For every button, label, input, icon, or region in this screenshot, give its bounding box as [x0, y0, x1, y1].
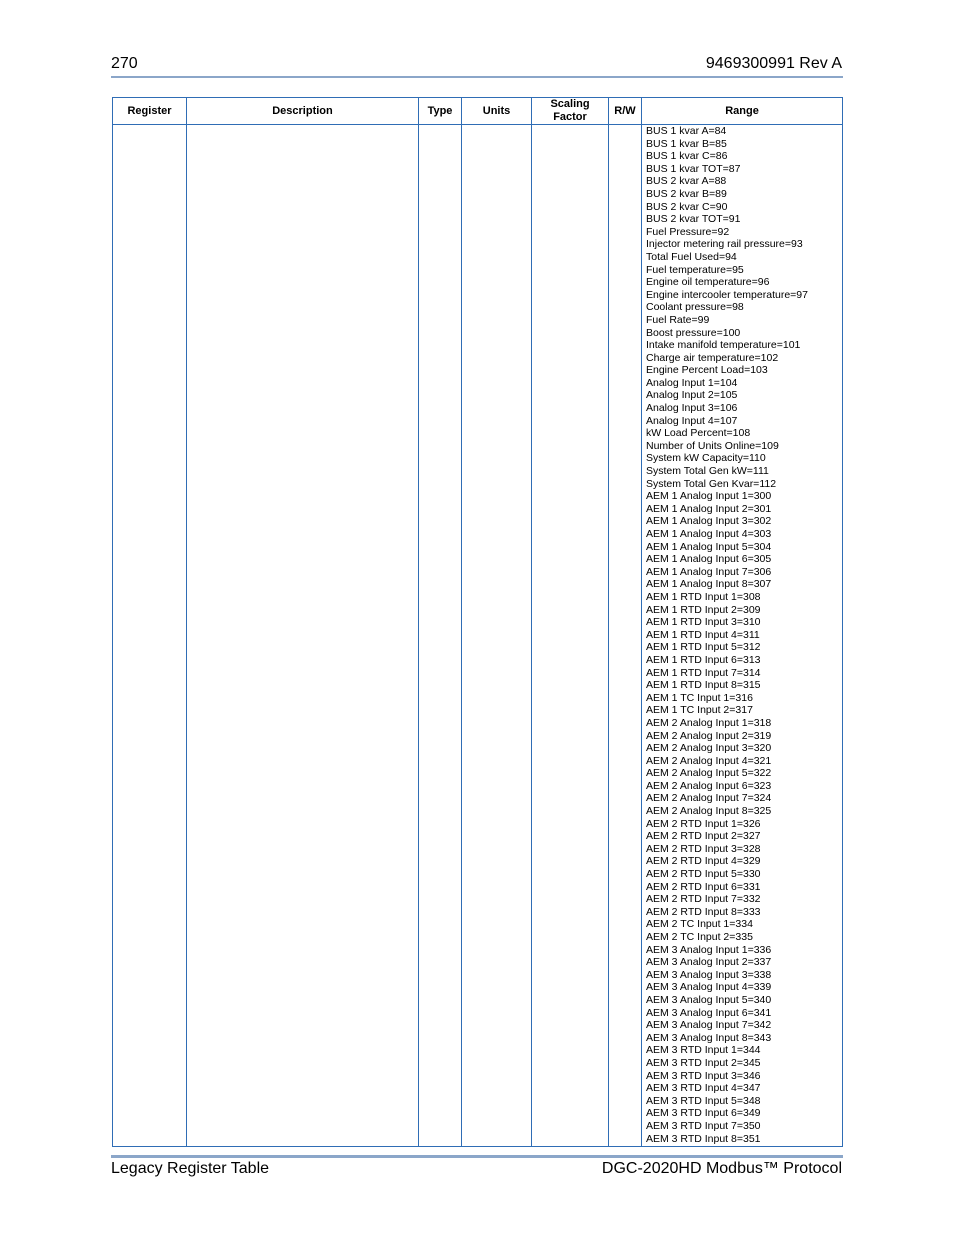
- range-item: Analog Input 2=105: [646, 389, 738, 402]
- range-item: BUS 2 kvar B=89: [646, 187, 727, 200]
- range-item: AEM 1 RTD Input 7=314: [646, 666, 761, 679]
- range-item: AEM 3 RTD Input 5=348: [646, 1094, 761, 1107]
- range-item: AEM 2 Analog Input 2=319: [646, 729, 772, 742]
- range-item: AEM 3 RTD Input 4=347: [646, 1082, 761, 1095]
- range-item: AEM 1 Analog Input 4=303: [646, 528, 772, 540]
- page-footer: [111, 1159, 842, 1181]
- range-cell: [642, 125, 843, 1147]
- range-item: AEM 1 RTD Input 1=308: [646, 590, 761, 603]
- document-number: 9469300991 Rev A: [705, 55, 842, 72]
- range-item: kW Load Percent=108: [646, 427, 751, 440]
- range-item: AEM 3 Analog Input 7=342: [646, 1019, 772, 1032]
- range-item: Coolant pressure=98: [646, 301, 744, 314]
- range-item: Analog Input 3=106: [646, 402, 738, 415]
- range-item: Fuel temperature=95: [646, 263, 744, 276]
- range-item: AEM 3 RTD Input 7=350: [646, 1119, 761, 1132]
- range-item: AEM 2 Analog Input 5=322: [646, 767, 772, 780]
- range-item: Analog Input 4=107: [646, 414, 738, 427]
- range-item: BUS 2 kvar C=90: [646, 200, 728, 213]
- range-item: Fuel Pressure=92: [646, 225, 730, 238]
- range-item: Boost pressure=100: [646, 326, 741, 339]
- range-item: AEM 3 Analog Input 3=338: [646, 968, 772, 981]
- range-item: AEM 3 RTD Input 1=344: [646, 1044, 761, 1057]
- table-header-row: [113, 98, 843, 125]
- range-item: BUS 2 kvar A=88: [646, 175, 727, 188]
- range-item: System Total Gen kW=111: [646, 465, 769, 478]
- range-item: BUS 2 kvar TOT=91: [646, 213, 741, 226]
- scaling-label-line2: Factor: [553, 111, 587, 123]
- range-item: Analog Input 1=104: [646, 376, 738, 389]
- range-item: AEM 3 Analog Input 5=340: [646, 993, 772, 1006]
- column-header-range: Range: [642, 98, 843, 125]
- column-header-rw: R/W: [609, 98, 642, 125]
- range-item: AEM 2 Analog Input 6=323: [646, 779, 772, 792]
- document-title: DGC-2020HD Modbus™ Protocol: [601, 1160, 842, 1177]
- section-title: Legacy Register Table: [111, 1160, 270, 1177]
- range-item: AEM 3 Analog Input 4=339: [646, 981, 772, 994]
- description-cell: [187, 125, 419, 1147]
- range-item: AEM 3 RTD Input 3=346: [646, 1069, 761, 1082]
- range-item: AEM 3 Analog Input 8=343: [646, 1031, 772, 1044]
- range-item: AEM 2 TC Input 1=334: [646, 918, 753, 931]
- range-item: AEM 3 RTD Input 8=351: [646, 1132, 761, 1145]
- range-item: AEM 3 RTD Input 2=345: [646, 1056, 761, 1069]
- range-item: Fuel Rate=99: [646, 313, 710, 326]
- range-item: AEM 1 TC Input 2=317: [646, 704, 753, 717]
- range-item: Intake manifold temperature=101: [646, 339, 801, 352]
- range-item: AEM 3 Analog Input 6=341: [646, 1006, 772, 1019]
- range-item: AEM 1 Analog Input 1=300: [646, 490, 772, 503]
- range-item: AEM 1 Analog Input 6=305: [646, 553, 772, 566]
- range-item: Total Fuel Used=94: [646, 250, 737, 263]
- range-item: AEM 3 Analog Input 1=336: [646, 943, 772, 956]
- range-item: AEM 2 Analog Input 8=325: [646, 805, 772, 818]
- register-cell: [113, 125, 187, 1147]
- table-row: [113, 125, 843, 1147]
- footer-divider: [111, 1155, 843, 1158]
- range-item: AEM 2 Analog Input 3=320: [646, 742, 772, 755]
- page-number: 270: [111, 55, 138, 72]
- scaling-factor-cell: [532, 125, 609, 1147]
- range-item: AEM 2 RTD Input 5=330: [646, 868, 761, 881]
- range-item: AEM 2 Analog Input 4=321: [646, 754, 772, 767]
- range-list: [646, 125, 842, 1145]
- range-item: AEM 2 Analog Input 1=318: [646, 716, 772, 729]
- range-item: System Total Gen Kvar=112: [646, 477, 777, 490]
- range-item: AEM 2 TC Input 2=335: [646, 931, 753, 943]
- range-item: Number of Units Online=109: [646, 439, 779, 452]
- scaling-label-line1: Scaling: [550, 98, 590, 110]
- range-item: AEM 2 RTD Input 8=333: [646, 905, 761, 918]
- units-cell: [462, 125, 532, 1147]
- range-item: AEM 3 Analog Input 2=337: [646, 956, 772, 969]
- range-item: AEM 1 RTD Input 5=312: [646, 641, 761, 654]
- range-item: AEM 1 Analog Input 2=301: [646, 502, 772, 515]
- range-item: System kW Capacity=110: [646, 452, 766, 465]
- range-item: AEM 1 Analog Input 7=306: [646, 565, 772, 578]
- range-item: AEM 2 RTD Input 4=329: [646, 855, 761, 868]
- range-item: AEM 2 RTD Input 2=327: [646, 830, 761, 843]
- range-item: BUS 1 kvar TOT=87: [646, 162, 741, 175]
- range-item: AEM 2 RTD Input 3=328: [646, 842, 761, 855]
- column-header-type: Type: [419, 98, 462, 125]
- range-item: AEM 2 Analog Input 7=324: [646, 792, 772, 805]
- range-item: AEM 1 RTD Input 6=313: [646, 653, 761, 666]
- page-header: [111, 54, 842, 76]
- column-header-scaling-factor: [532, 98, 609, 125]
- range-item: AEM 3 RTD Input 6=349: [646, 1107, 761, 1120]
- range-item: AEM 1 Analog Input 3=302: [646, 515, 772, 528]
- range-item: BUS 1 kvar B=85: [646, 137, 727, 150]
- range-item: AEM 2 RTD Input 7=332: [646, 893, 761, 906]
- range-item: Injector metering rail pressure=93: [646, 238, 803, 251]
- header-divider: [111, 76, 843, 78]
- range-item: AEM 1 TC Input 1=316: [646, 691, 753, 704]
- column-header-register: Register: [113, 98, 187, 125]
- range-item: AEM 1 RTD Input 3=310: [646, 616, 761, 629]
- range-item: Engine oil temperature=96: [646, 276, 770, 289]
- range-item: BUS 1 kvar C=86: [646, 150, 728, 163]
- range-item: AEM 1 RTD Input 4=311: [646, 628, 760, 641]
- range-item: Engine Percent Load=103: [646, 364, 768, 377]
- column-header-units: Units: [462, 98, 532, 125]
- range-item: AEM 1 RTD Input 2=309: [646, 603, 761, 616]
- range-item: AEM 1 RTD Input 8=315: [646, 679, 761, 692]
- range-item: AEM 2 RTD Input 1=326: [646, 817, 761, 830]
- range-item: AEM 1 Analog Input 5=304: [646, 540, 772, 553]
- rw-cell: [609, 125, 642, 1147]
- column-header-description: Description: [187, 98, 419, 125]
- range-item: Charge air temperature=102: [646, 351, 779, 364]
- range-item: Engine intercooler temperature=97: [646, 288, 808, 301]
- range-item: AEM 1 Analog Input 8=307: [646, 578, 772, 591]
- range-item: BUS 1 kvar A=84: [646, 125, 727, 137]
- register-table: [112, 97, 843, 1147]
- type-cell: [419, 125, 462, 1147]
- range-item: AEM 2 RTD Input 6=331: [646, 880, 761, 893]
